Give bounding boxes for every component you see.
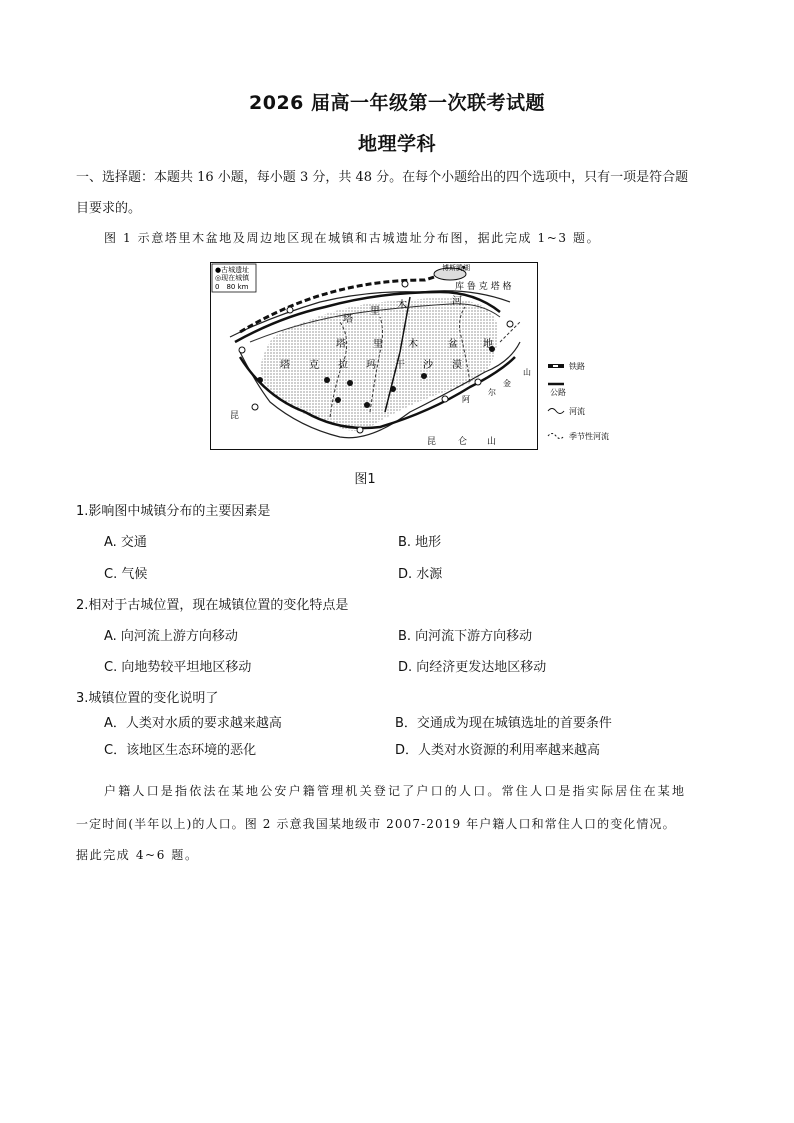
- modern-town: [357, 427, 363, 433]
- question-2-option-a[interactable]: A. 向河流上游方向移动: [104, 629, 238, 644]
- figure-caption: 图1: [354, 472, 376, 487]
- label-basin-4: 盆: [448, 339, 458, 350]
- legend-river-symbol: [548, 409, 564, 414]
- label-desert-5: 干: [395, 360, 405, 371]
- question-group-2-intro-line1: 户籍人口是指依法在某地公安户籍管理机关登记了户口的人口。常住人口是指实际居住在某地: [104, 784, 687, 798]
- legend-seasonal-river-symbol: [548, 434, 564, 439]
- legend-scale: 0 80 km: [215, 283, 249, 291]
- legend-highway-label: 公路: [550, 388, 566, 397]
- question-group-2-intro-line2: 一定时间(半年以上)的人口。图 2 示意我国某地级市 2007-2019 年户籍人口和常住人口的变化情况。: [76, 817, 676, 831]
- modern-town: [442, 396, 448, 402]
- ancient-city: [347, 380, 353, 386]
- ancient-city: [364, 402, 370, 408]
- label-river-3: 木: [397, 300, 407, 311]
- label-river-4: 河: [452, 296, 462, 307]
- question-2-option-b[interactable]: B. 向河流下游方向移动: [398, 629, 533, 644]
- question-2-option-c[interactable]: C. 向地势较平坦地区移动: [104, 660, 252, 675]
- section-instructions-line1: 一、选择题：本题共 16 小题，每小题 3 分，共 48 分。在每个小题给出的四个选项中，只有一项是符合题: [76, 170, 689, 185]
- modern-town: [402, 281, 408, 287]
- question-3-option-a[interactable]: A．人类对水质的要求越来越高: [104, 716, 282, 731]
- label-river-2: 里: [370, 306, 380, 317]
- label-altun-2: 尔: [488, 388, 496, 397]
- question-group-2-intro-line3: 据此完成 4~6 题。: [76, 848, 199, 862]
- question-3-stem: 3.城镇位置的变化说明了: [76, 691, 219, 706]
- question-1-option-a[interactable]: A. 交通: [104, 535, 147, 550]
- ancient-city: [335, 397, 341, 403]
- label-basin-2: 里: [373, 339, 383, 350]
- modern-town: [252, 404, 258, 410]
- label-altun-4: 山: [523, 368, 531, 377]
- legend-seasonal-river-label: 季节性河流: [569, 432, 609, 441]
- label-desert-4: 玛: [366, 360, 376, 371]
- label-desert-2: 克: [309, 360, 319, 371]
- label-desert-1: 塔: [280, 360, 290, 371]
- modern-town: [475, 379, 481, 385]
- modern-town: [239, 347, 245, 353]
- question-1-option-d[interactable]: D. 水源: [398, 567, 443, 582]
- label-bosten-lake: 博斯腾湖: [442, 264, 470, 272]
- question-1-option-b[interactable]: B. 地形: [398, 535, 442, 550]
- label-altun-1: 阿: [462, 395, 470, 404]
- label-desert-6: 沙: [423, 360, 433, 371]
- question-1-stem: 1.影响图中城镇分布的主要因素是: [76, 504, 271, 519]
- ancient-city: [324, 377, 330, 383]
- section-instructions-line2: 目要求的。: [76, 201, 142, 216]
- modern-town: [287, 307, 293, 313]
- ancient-city: [421, 373, 427, 379]
- label-desert-7: 漠: [452, 360, 462, 371]
- subject-title: 地理学科: [357, 133, 436, 155]
- label-left-kun: 昆: [230, 411, 240, 421]
- tarim-basin-map: [210, 262, 650, 452]
- question-1-option-c[interactable]: C. 气候: [104, 567, 148, 582]
- modern-town: [507, 321, 513, 327]
- ancient-city: [390, 386, 396, 392]
- label-altun-3: 金: [503, 379, 511, 388]
- question-3-option-d[interactable]: D．人类对水资源的利用率越来越高: [395, 743, 601, 758]
- legend-river-label: 河流: [569, 407, 585, 416]
- label-river-1: 塔: [343, 314, 353, 325]
- legend-railway-gap: [553, 365, 558, 367]
- question-2-stem: 2.相对于古城位置，现在城镇位置的变化特点是: [76, 598, 349, 613]
- question-3-option-c[interactable]: C．该地区生态环境的恶化: [104, 743, 257, 758]
- label-kunlun-3: 山: [487, 437, 497, 447]
- label-basin-5: 地: [483, 339, 493, 350]
- ancient-city: [257, 377, 263, 383]
- label-kuruktag: 库 鲁 克 塔 格: [455, 282, 512, 292]
- label-kunlun-2: 仑: [458, 437, 468, 447]
- label-desert-3: 拉: [338, 360, 348, 371]
- legend-modern-town: ◎现在城镇: [215, 274, 250, 282]
- label-kunlun-1: 昆: [427, 437, 437, 447]
- exam-title: 2026 届高一年级第一次联考试题: [249, 92, 545, 114]
- question-2-option-d[interactable]: D. 向经济更发达地区移动: [398, 660, 547, 675]
- label-basin-1: 塔: [336, 339, 346, 350]
- legend-ancient-city: ●古城遗址: [215, 266, 250, 274]
- question-3-option-b[interactable]: B．交通成为现在城镇选址的首要条件: [395, 716, 612, 731]
- label-basin-3: 木: [408, 339, 418, 350]
- question-group-intro: 图 1 示意塔里木盆地及周边地区现在城镇和古城遗址分布图，据此完成 1~3 题。: [104, 231, 601, 245]
- map-right-legend: [548, 361, 609, 441]
- legend-railway-label: 铁路: [569, 362, 585, 371]
